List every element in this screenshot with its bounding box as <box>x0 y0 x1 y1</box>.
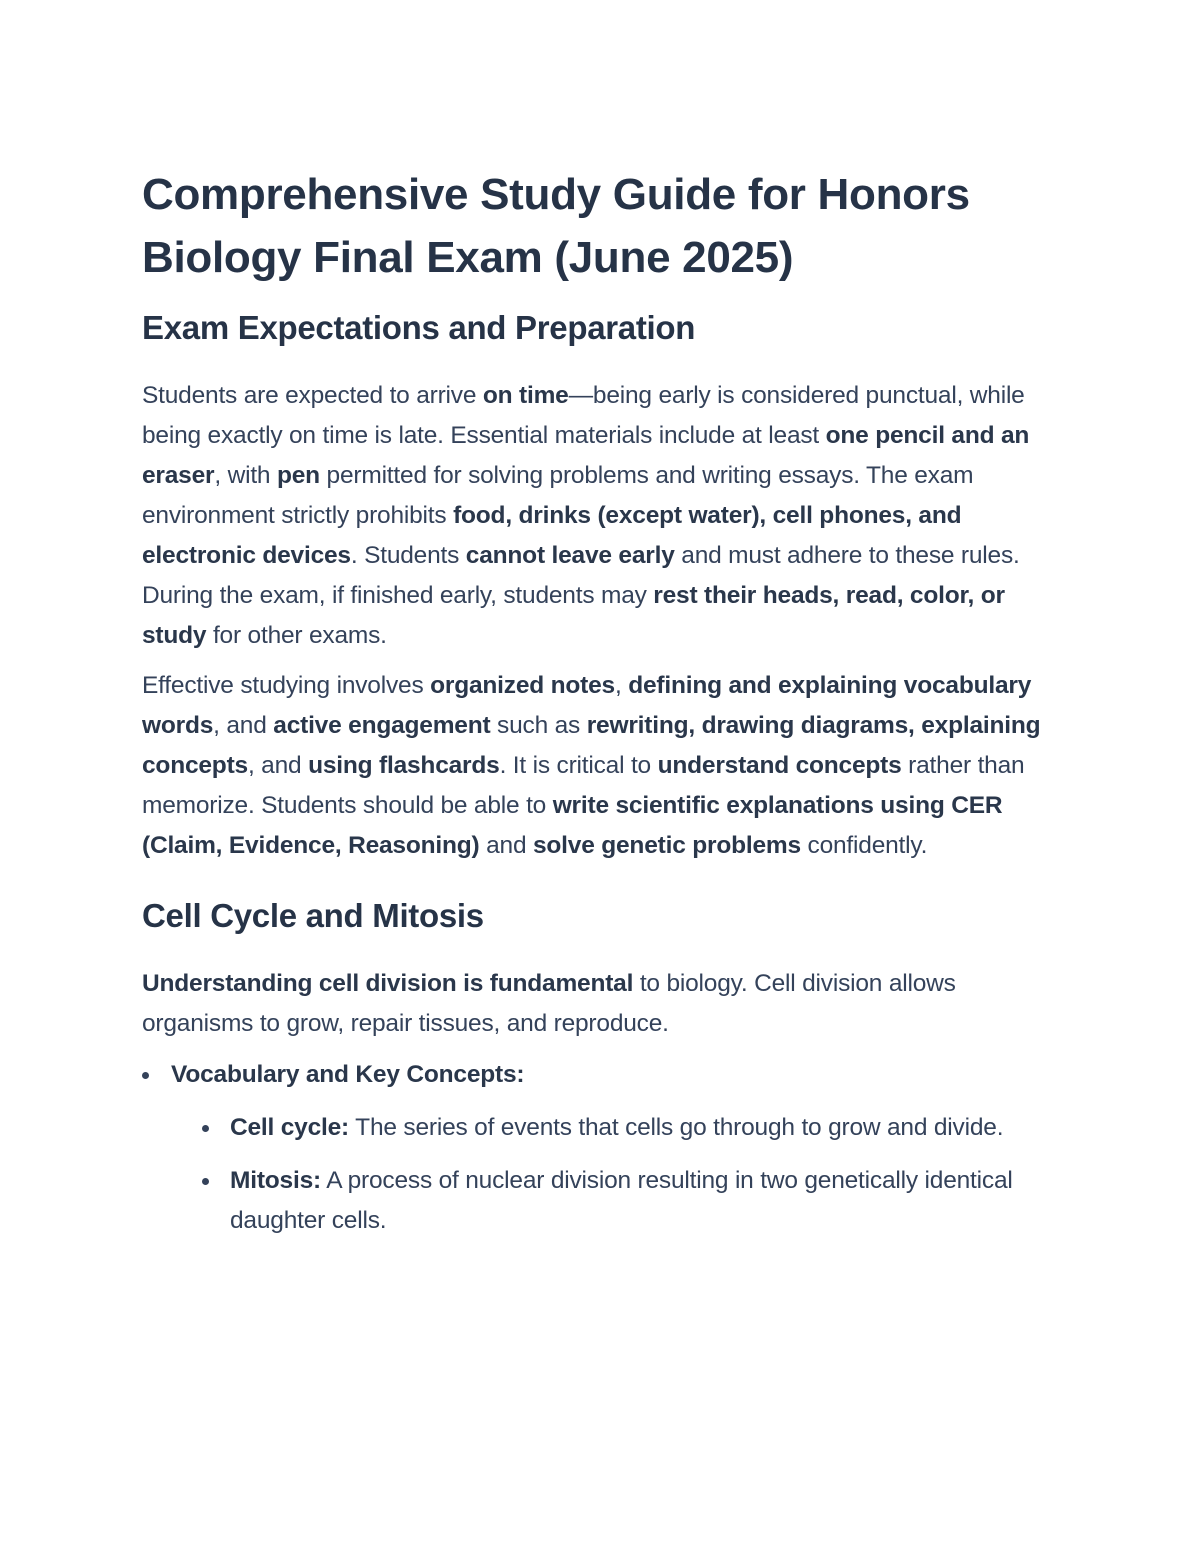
bullet-icon <box>142 1072 149 1079</box>
bold-text-run: on time <box>482 382 569 409</box>
bullet-icon <box>202 1178 209 1185</box>
cell-division-intro-paragraph <box>142 964 1060 1044</box>
bold-text-run: rewriting, drawing diagrams, explaining concepts <box>142 712 1041 779</box>
bold-text-run: active engagement <box>273 712 491 739</box>
bold-text-run: food, drinks (except water), cell phones, and electronic devices <box>142 502 962 569</box>
text-run: , and <box>247 752 309 779</box>
term-mitosis: Mitosis: <box>230 1167 321 1194</box>
text-run: for other exams. <box>206 622 387 649</box>
vocabulary-sublist <box>171 1108 1060 1241</box>
text-run: . Students <box>350 542 466 569</box>
text-run: permitted for solving problems and writing essays. The exam environment strictly prohibits <box>142 462 974 529</box>
list-item-vocabulary-heading <box>142 1055 1060 1241</box>
text-run: confidently. <box>800 832 928 859</box>
definition-cell-cycle: The series of events that cells go through to grow and divide. <box>349 1114 1004 1141</box>
bold-text-run: using flashcards <box>308 752 500 779</box>
text-run: rather than memorize. Students should be able to <box>142 752 1025 819</box>
bold-text-run: write scientific explanations using CER (Claim, Evidence, Reasoning) <box>142 792 1003 859</box>
list-item-mitosis <box>171 1161 1060 1241</box>
bold-text-run: pen <box>276 462 320 489</box>
text-run: —being early is considered punctual, while being exactly on time is late. Essential materials include at least <box>142 382 1025 449</box>
document-title: Comprehensive Study Guide for Honors Biology Final Exam (June 2025) <box>142 170 970 282</box>
text-run: to biology. Cell division allows organisms to grow, repair tissues, and reproduce. <box>142 970 956 1037</box>
bold-text-run: organized notes <box>430 672 615 699</box>
text-run: , and <box>213 712 274 739</box>
bold-text-run: understand concepts <box>657 752 902 779</box>
study-strategies-paragraph <box>142 666 1060 866</box>
bold-text-run: rest their heads, read, color, or study <box>142 582 1005 649</box>
text-run: and must adhere to these rules. During the exam, if finished early, students may <box>142 542 1020 609</box>
definition-mitosis: A process of nuclear division resulting in two genetically identical daughter cells. <box>230 1167 1013 1234</box>
bullet-icon <box>202 1125 209 1132</box>
section-heading-exam-expectations: Exam Expectations and Preparation <box>142 309 696 346</box>
text-run: and <box>479 832 533 859</box>
term-cell-cycle: Cell cycle: <box>230 1114 350 1141</box>
bold-text-run: cannot leave early <box>465 542 675 569</box>
list-item-cell-cycle <box>171 1108 1060 1148</box>
bold-text-run: one pencil and an eraser <box>142 422 1030 489</box>
bold-text-run: solve genetic problems <box>532 832 801 859</box>
text-run: , with <box>214 462 277 489</box>
text-run: . It is critical to <box>499 752 658 779</box>
vocabulary-list <box>142 1055 1060 1241</box>
section-heading-cell-cycle: Cell Cycle and Mitosis <box>142 897 484 934</box>
bold-text-run: Understanding cell division is fundamental <box>142 970 634 997</box>
text-run: Effective studying involves <box>142 672 431 699</box>
vocabulary-heading: Vocabulary and Key Concepts: <box>171 1061 525 1088</box>
text-run: such as <box>490 712 587 739</box>
text-run: , <box>614 672 629 699</box>
bold-text-run: defining and explaining vocabulary words <box>142 672 1032 739</box>
text-run: Students are expected to arrive <box>142 382 483 409</box>
exam-expectations-paragraph <box>142 376 1060 656</box>
